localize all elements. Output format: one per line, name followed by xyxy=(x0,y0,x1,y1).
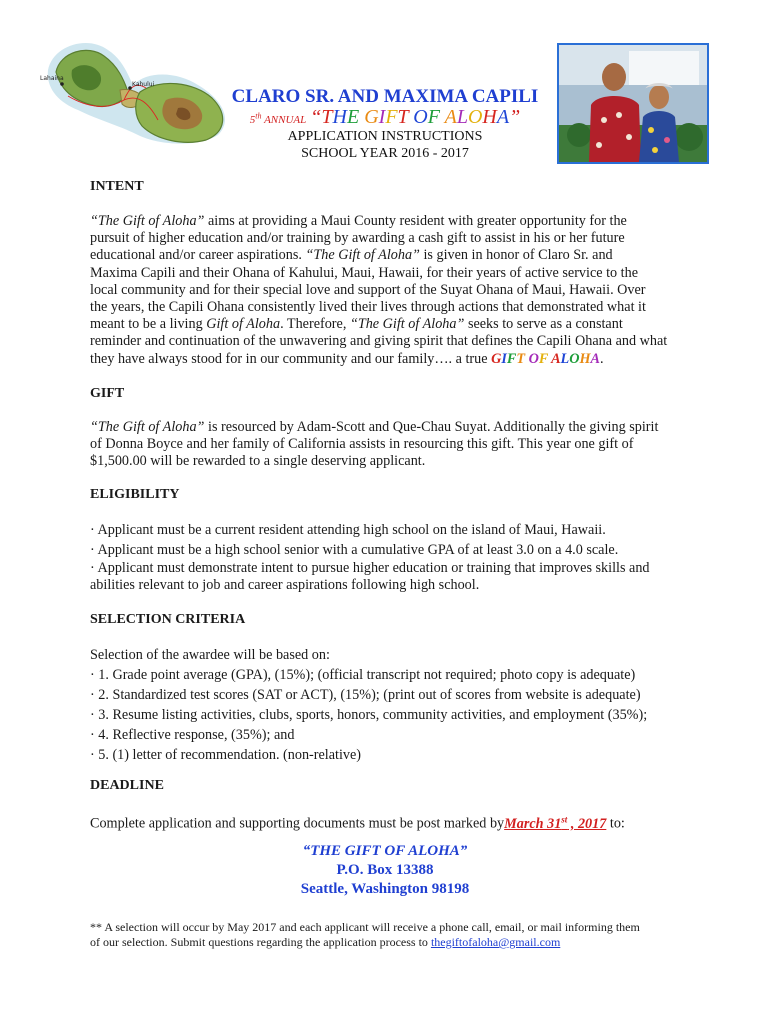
map-label-lahaina: Lahaina xyxy=(40,75,64,82)
map-label-kahului: Kahului xyxy=(132,81,155,88)
annual-title-line xyxy=(0,106,770,129)
intent-paragraph xyxy=(90,213,690,368)
footnote xyxy=(90,920,690,950)
eligibility-item: · Applicant must be a current resident attending high school on the island of Maui, Hawaii. xyxy=(90,522,606,538)
section-heading-eligibility: ELIGIBILITY xyxy=(90,487,180,502)
contact-email-link[interactable]: thegiftofaloha@gmail.com xyxy=(430,935,561,949)
intent-line: meant to be a living Gift of Aloha. Therefore, “The Gift of Aloha” seeks to serve as a constant xyxy=(90,316,623,333)
intent-line: the years, the Capili Ohana consistently lived their lives through actions that demonstrated what it xyxy=(90,299,646,316)
gift-line: of Donna Boyce and her family of California assists in resourcing this gift. This year one gift of xyxy=(90,436,634,453)
eligibility-item: · Applicant must demonstrate intent to pursue higher education or training that improves skills and xyxy=(90,560,650,576)
footnote-line-2: of our selection. Submit questions regarding the application process to thegiftofaloha@gmail.com xyxy=(90,935,561,949)
selection-item: · 4. Reflective response, (35%); and xyxy=(90,727,295,743)
address-po-box: P.O. Box 13388 xyxy=(336,862,434,878)
section-heading-intent: INTENT xyxy=(90,179,144,194)
eligibility-list xyxy=(90,520,690,594)
address-recipient: “THE GIFT OF ALOHA” xyxy=(302,843,468,859)
section-heading-deadline: DEADLINE xyxy=(90,778,164,793)
page-title: CLARO SR. AND MAXIMA CAPILI xyxy=(231,86,539,107)
instructions-title: APPLICATION INSTRUCTIONS xyxy=(287,129,483,144)
address-city: Seattle, Washington 98198 xyxy=(300,881,470,897)
selection-item: · 1. Grade point average (GPA), (15%); (official transcript not required; photo copy is adequate) xyxy=(90,667,636,683)
footnote-line: ** A selection will occur by May 2017 and each applicant will receive a phone call, email, or mail informing them xyxy=(90,920,640,934)
intent-line-last: they have always stood for in our community and our family…. a true GIFT OF ALOHA. xyxy=(90,350,604,367)
gift-of-aloha-closing: GIFT OF ALOHA xyxy=(491,350,600,367)
selection-item: · 5. (1) letter of recommendation. (non-relative) xyxy=(90,747,362,763)
intent-line: Maxima Capili and their Ohana of Kahului, Maui, Hawaii, for their years of active service to the xyxy=(90,264,639,281)
intent-line: reminder and continuation of the unwavering and giving spirit that defines the Capili Ohana and what xyxy=(90,333,668,350)
selection-intro: Selection of the awardee will be based on: xyxy=(90,647,330,663)
gift-paragraph xyxy=(90,419,690,471)
intent-line: local community and for their special love and support of the Suyat Ohana of Maui, Hawaii. Over xyxy=(90,281,646,298)
intent-line: pursuit of higher education and/or training by awarding a cash gift to assist in his or her future xyxy=(90,230,625,247)
school-year: SCHOOL YEAR 2016 - 2017 xyxy=(301,146,469,161)
section-heading-gift: GIFT xyxy=(90,386,125,401)
selection-list xyxy=(90,645,690,765)
intent-line: educational and/or career aspirations. “The Gift of Aloha” is given in honor of Claro Sr. and xyxy=(90,247,613,264)
gift-line: “The Gift of Aloha” is resourced by Adam-Scott and Que-Chau Suyat. Additionally the giving spirit xyxy=(90,419,659,435)
intent-line: “The Gift of Aloha” aims at providing a Maui County resident with greater opportunity for the xyxy=(90,213,627,229)
eligibility-item-cont: abilities relevant to job and career aspirations following high school. xyxy=(90,577,480,593)
selection-item: · 2. Standardized test scores (SAT or ACT), (15%); (print out of scores from website is adequate) xyxy=(90,687,641,703)
selection-item: · 3. Resume listing activities, clubs, sports, honors, community activities, and employment (35%); xyxy=(90,707,648,723)
gift-title-rainbow: THE GIFT OF ALOHA xyxy=(321,106,510,128)
annual-label: 5th ANNUAL xyxy=(249,111,307,126)
gift-line: $1,500.00 will be rewarded to a single deserving applicant. xyxy=(90,453,426,470)
gift-title: “THE GIFT OF ALOHA” xyxy=(310,106,521,128)
section-heading-selection: SELECTION CRITERIA xyxy=(90,612,246,627)
eligibility-item: · Applicant must be a high school senior with a cumulative GPA of at least 3.0 on a 4.0 scale. xyxy=(90,542,619,558)
deadline-date: March 31st , 2017 xyxy=(504,814,607,832)
deadline-sentence: Complete application and supporting documents must be post marked byMarch 31st , 2017 to: xyxy=(90,814,625,832)
